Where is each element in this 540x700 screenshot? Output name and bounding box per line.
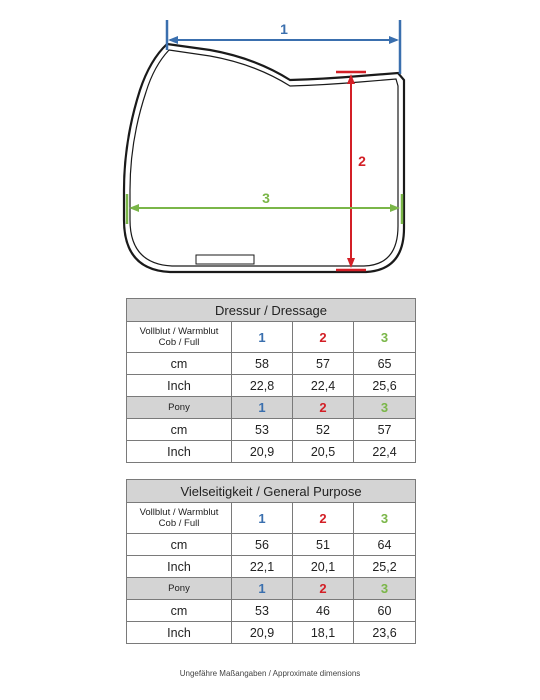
- cell: 51: [293, 534, 354, 556]
- table-row: [127, 419, 416, 441]
- row-label: Inch: [127, 375, 232, 397]
- row-label: Inch: [127, 441, 232, 463]
- table-row: [127, 441, 416, 463]
- pony-label: Pony: [127, 578, 232, 600]
- col-2-header: 2: [293, 503, 354, 534]
- table-row: [127, 534, 416, 556]
- measure-3-label: 3: [262, 190, 270, 206]
- cell: 20,9: [232, 622, 293, 644]
- table-row: [127, 353, 416, 375]
- col-1-header: 1: [232, 578, 293, 600]
- col-2-header: 2: [293, 578, 354, 600]
- row-label: Inch: [127, 622, 232, 644]
- row-label: cm: [127, 353, 232, 375]
- dressage-size-table: [126, 298, 416, 463]
- cell: 22,8: [232, 375, 293, 397]
- row-label: cm: [127, 600, 232, 622]
- table-title-row: [127, 299, 416, 322]
- cell: 20,5: [293, 441, 354, 463]
- col-1-header: 1: [232, 322, 293, 353]
- col-3-header: 3: [354, 397, 416, 419]
- measure-2: [336, 72, 366, 270]
- table-header-row: [127, 503, 416, 534]
- col-3-header: 3: [354, 578, 416, 600]
- cell: 60: [354, 600, 416, 622]
- measure-1: [167, 20, 400, 74]
- row-label: cm: [127, 534, 232, 556]
- cell: 20,9: [232, 441, 293, 463]
- cell: 57: [354, 419, 416, 441]
- cell: 57: [293, 353, 354, 375]
- table-title: Dressur / Dressage: [127, 299, 416, 322]
- table-title: Vielseitigkeit / General Purpose: [127, 480, 416, 503]
- general-purpose-size-table: [126, 479, 416, 644]
- cell: 46: [293, 600, 354, 622]
- pony-header-row: [127, 397, 416, 419]
- measure-1-label: 1: [280, 21, 288, 37]
- table-row: [127, 556, 416, 578]
- row-label: Inch: [127, 556, 232, 578]
- label-patch: [196, 255, 254, 264]
- cell: 65: [354, 353, 416, 375]
- measure-3: [127, 190, 402, 224]
- horse-type-label: Vollblut / Warmblut Cob / Full: [127, 503, 232, 534]
- pony-label: Pony: [127, 397, 232, 419]
- cell: 22,4: [293, 375, 354, 397]
- col-2-header: 2: [293, 322, 354, 353]
- cell: 64: [354, 534, 416, 556]
- cell: 58: [232, 353, 293, 375]
- cell: 20,1: [293, 556, 354, 578]
- cell: 56: [232, 534, 293, 556]
- horse-type-label: Vollblut / Warmblut Cob / Full: [127, 322, 232, 353]
- col-3-header: 3: [354, 322, 416, 353]
- col-2-header: 2: [293, 397, 354, 419]
- measure-2-label: 2: [358, 153, 366, 169]
- cell: 25,2: [354, 556, 416, 578]
- cell: 52: [293, 419, 354, 441]
- table-title-row: [127, 480, 416, 503]
- table-row: [127, 375, 416, 397]
- row-label: cm: [127, 419, 232, 441]
- table-header-row: [127, 322, 416, 353]
- pony-header-row: [127, 578, 416, 600]
- cell: 53: [232, 419, 293, 441]
- footer-note: Ungefähre Maßangaben / Approximate dimensions: [179, 669, 361, 678]
- cell: 23,6: [354, 622, 416, 644]
- cell: 53: [232, 600, 293, 622]
- saddle-pad-diagram: [0, 0, 540, 290]
- table-row: [127, 622, 416, 644]
- col-1-header: 1: [232, 397, 293, 419]
- cell: 25,6: [354, 375, 416, 397]
- table-row: [127, 600, 416, 622]
- cell: 18,1: [293, 622, 354, 644]
- col-3-header: 3: [354, 503, 416, 534]
- col-1-header: 1: [232, 503, 293, 534]
- cell: 22,4: [354, 441, 416, 463]
- cell: 22,1: [232, 556, 293, 578]
